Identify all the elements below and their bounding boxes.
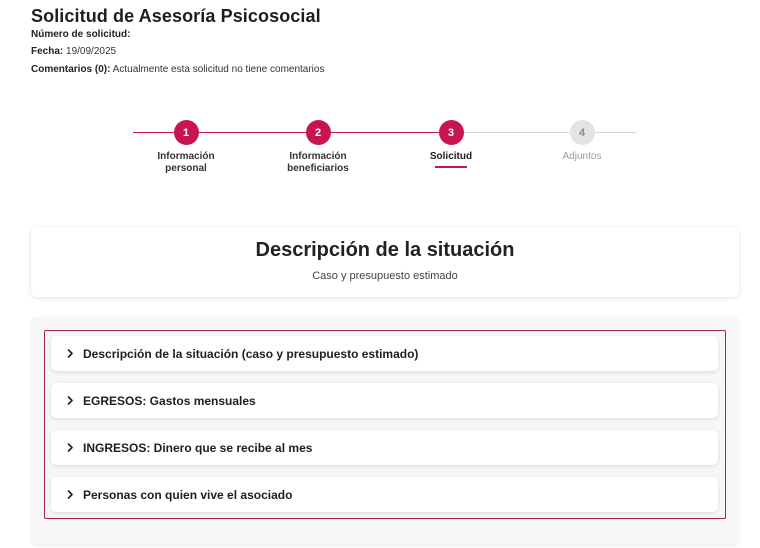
chevron-right-icon (65, 490, 75, 499)
step-request[interactable] (396, 120, 506, 168)
accordion-item-expenses[interactable] (51, 383, 718, 418)
section-subtitle: Caso y presupuesto estimado (312, 270, 458, 282)
accordion-item-label: Descripción de la situación (caso y presupuesto estimado) (83, 346, 419, 361)
request-date-label: Fecha: (31, 46, 64, 57)
section-title: Descripción de la situación (255, 239, 515, 261)
step-number-circle: 1 (174, 120, 199, 145)
step-label: Información beneficiarios (287, 151, 349, 174)
request-date-value: 19/09/2025 (66, 46, 117, 57)
step-beneficiaries-info[interactable] (263, 120, 373, 175)
accordion-item-income[interactable] (51, 430, 718, 465)
step-label: Solicitud (429, 151, 473, 162)
step-number-circle: 3 (439, 120, 464, 145)
comments-label: Comentarios (0): (31, 64, 111, 75)
accordion-item-household-members[interactable] (51, 477, 718, 512)
accordion-item-situation-description[interactable] (51, 336, 718, 371)
comments-value: Actualmente esta solicitud no tiene comentarios (112, 64, 325, 75)
chevron-right-icon (65, 396, 75, 405)
accordion-item-label: Personas con quien vive el asociado (83, 487, 293, 502)
section-header-card (31, 227, 739, 297)
page-title: Solicitud de Asesoría Psicosocial (31, 6, 321, 26)
accordion-item-label: INGRESOS: Dinero que se recibe al mes (83, 440, 313, 455)
step-personal-info[interactable] (131, 120, 241, 175)
request-number-label: Número de solicitud: (31, 29, 131, 40)
step-label: Adjuntos (562, 151, 602, 162)
step-number-circle: 4 (570, 120, 595, 145)
accordion-item-label: EGRESOS: Gastos mensuales (83, 393, 256, 408)
chevron-right-icon (65, 349, 75, 358)
current-step-underline (435, 166, 467, 168)
progress-stepper (0, 0, 760, 190)
step-label: Información personal (157, 151, 215, 174)
step-number-circle: 2 (306, 120, 331, 145)
chevron-right-icon (65, 443, 75, 452)
step-attachments[interactable] (527, 120, 637, 163)
